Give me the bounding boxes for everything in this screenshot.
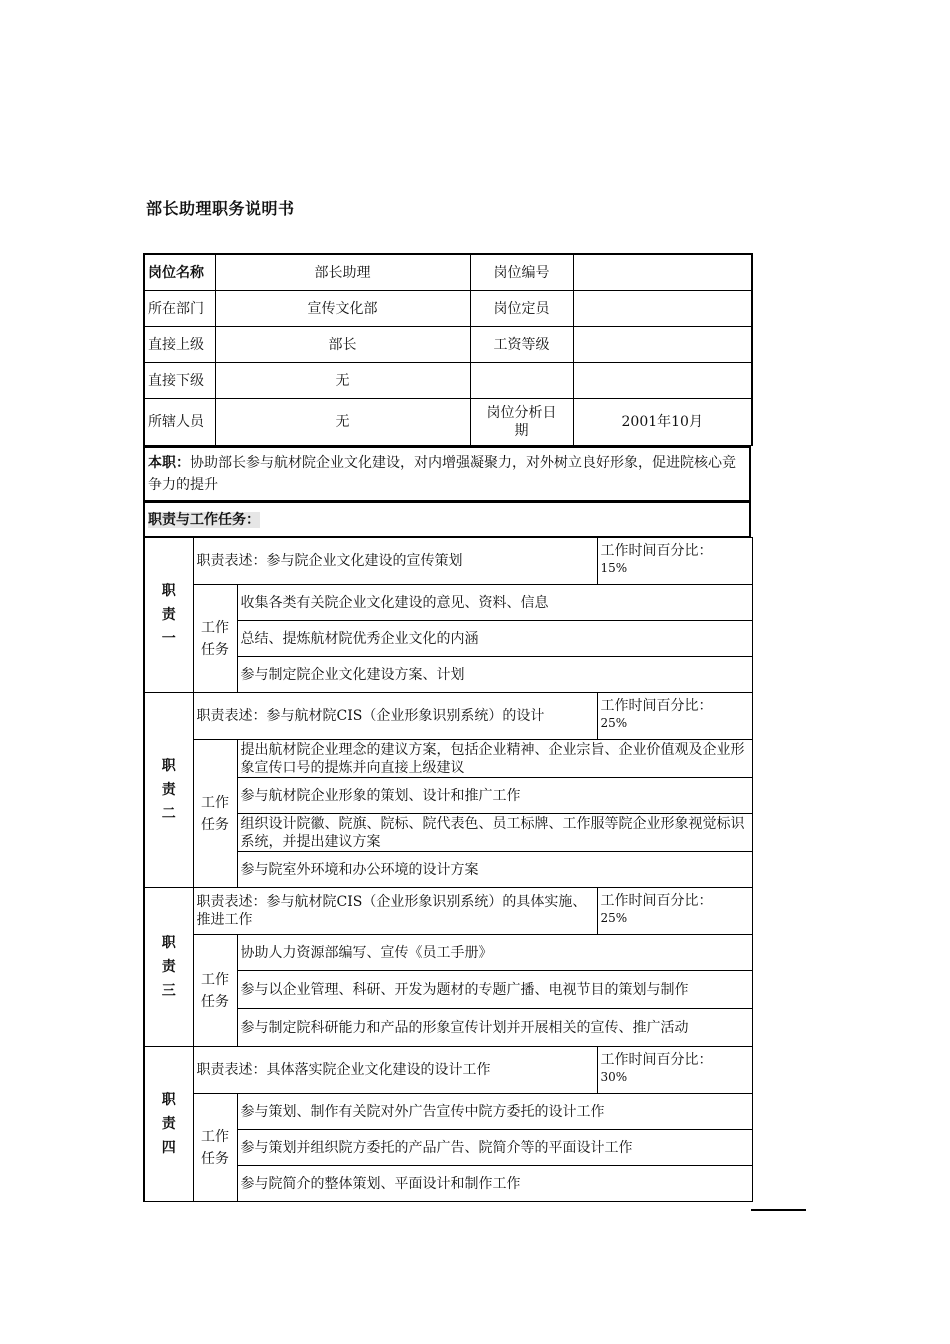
duty-label bbox=[144, 693, 193, 888]
subordinate-value: 无 bbox=[215, 363, 470, 399]
duty-description: 职责表述：参与航材院CIS（企业形象识别系统）的设计 bbox=[193, 693, 597, 740]
dept-label: 所在部门 bbox=[144, 291, 215, 327]
task-label-text: 工作任务 bbox=[200, 794, 229, 833]
time-percent-cell bbox=[597, 888, 752, 935]
empty-cell bbox=[573, 363, 752, 399]
time-percent-cell bbox=[597, 538, 752, 585]
quota-value bbox=[573, 291, 752, 327]
subordinate-label: 直接下级 bbox=[144, 363, 215, 399]
time-percent: 30% bbox=[600, 1070, 628, 1084]
post-name-value: 部长助理 bbox=[215, 254, 470, 291]
post-no-value bbox=[573, 254, 752, 291]
task-item: 组织设计院徽、院旗、院标、院代表色、员工标牌、工作服等院企业形象视觉标识系统，并提出建议方案 bbox=[237, 814, 752, 852]
staff-value: 无 bbox=[215, 399, 470, 446]
dept-value: 宣传文化部 bbox=[215, 291, 470, 327]
basic-info-table bbox=[143, 253, 753, 446]
duty-label-text: 职责四 bbox=[161, 1092, 176, 1156]
grade-value bbox=[573, 327, 752, 363]
task-item: 参与策划、制作有关院对外广告宣传中院方委托的设计工作 bbox=[237, 1094, 752, 1130]
post-no-label: 岗位编号 bbox=[470, 254, 573, 291]
task-item: 参与院室外环境和办公环境的设计方案 bbox=[237, 852, 752, 888]
duty-label bbox=[144, 888, 193, 1047]
task-label bbox=[193, 740, 237, 888]
staff-label: 所辖人员 bbox=[144, 399, 215, 446]
quota-label: 岗位定员 bbox=[470, 291, 573, 327]
grade-label: 工资等级 bbox=[470, 327, 573, 363]
task-item: 总结、提炼航材院优秀企业文化的内涵 bbox=[237, 621, 752, 657]
superior-label: 直接上级 bbox=[144, 327, 215, 363]
duties-header-cell bbox=[144, 503, 750, 537]
task-label-text: 工作任务 bbox=[200, 619, 229, 658]
time-label: 工作时间百分比： bbox=[600, 698, 713, 714]
duties-header: 职责与工作任务： bbox=[148, 511, 260, 528]
task-item: 协助人力资源部编写、宣传《员工手册》 bbox=[237, 935, 752, 971]
summary-lead: 本职： bbox=[148, 455, 190, 471]
summary-text: 协助部长参与航材院企业文化建设，对内增强凝聚力，对外树立良好形象，促进院核心竞争力的提升 bbox=[148, 455, 736, 493]
superior-value: 部长 bbox=[215, 327, 470, 363]
analysis-date-value: 2001年10月 bbox=[573, 399, 752, 446]
duty-label bbox=[144, 538, 193, 693]
document-title: 部长助理职务说明书 bbox=[146, 199, 295, 218]
time-percent: 15% bbox=[600, 561, 628, 575]
task-item: 参与制定院科研能力和产品的形象宣传计划并开展相关的宣传、推广活动 bbox=[237, 1009, 752, 1047]
post-name-label: 岗位名称 bbox=[144, 254, 215, 291]
task-item: 参与航材院企业形象的策划、设计和推广工作 bbox=[237, 778, 752, 814]
duty-label-text: 职责三 bbox=[161, 935, 176, 999]
task-item: 收集各类有关院企业文化建设的意见、资料、信息 bbox=[237, 585, 752, 621]
task-label-text: 工作任务 bbox=[200, 971, 229, 1010]
time-label: 工作时间百分比： bbox=[600, 893, 713, 909]
task-label bbox=[193, 585, 237, 693]
task-label bbox=[193, 1094, 237, 1202]
duty-description: 职责表述：参与院企业文化建设的宣传策划 bbox=[193, 538, 597, 585]
analysis-date-label: 岗位分析日期 bbox=[470, 399, 573, 446]
duty-label bbox=[144, 1047, 193, 1202]
task-item: 提出航材院企业理念的建议方案，包括企业精神、企业宗旨、企业价值观及企业形象宣传口号的提炼并向直接上级建议 bbox=[237, 740, 752, 778]
duty-description: 职责表述：具体落实院企业文化建设的设计工作 bbox=[193, 1047, 597, 1094]
time-percent: 25% bbox=[600, 911, 628, 925]
time-percent-cell bbox=[597, 693, 752, 740]
summary-table bbox=[143, 446, 751, 502]
task-item: 参与制定院企业文化建设方案、计划 bbox=[237, 657, 752, 693]
table-tail-line bbox=[751, 1209, 806, 1211]
duty-label-text: 职责一 bbox=[161, 583, 176, 647]
duty-description: 职责表述：参与航材院CIS（企业形象识别系统）的具体实施、推进工作 bbox=[193, 888, 597, 935]
duties-table bbox=[143, 537, 753, 1202]
time-percent: 25% bbox=[600, 716, 628, 730]
task-item: 参与策划并组织院方委托的产品广告、院简介等的平面设计工作 bbox=[237, 1130, 752, 1166]
duties-header-table bbox=[143, 502, 751, 537]
task-label-text: 工作任务 bbox=[200, 1128, 229, 1167]
task-item: 参与院简介的整体策划、平面设计和制作工作 bbox=[237, 1166, 752, 1202]
job-description-sheet bbox=[143, 253, 751, 1202]
summary-cell bbox=[144, 447, 750, 501]
empty-cell bbox=[470, 363, 573, 399]
duty-label-text: 职责二 bbox=[161, 758, 176, 822]
time-label: 工作时间百分比： bbox=[600, 1052, 713, 1068]
time-label: 工作时间百分比： bbox=[600, 543, 713, 559]
task-label bbox=[193, 935, 237, 1047]
time-percent-cell bbox=[597, 1047, 752, 1094]
task-item: 参与以企业管理、科研、开发为题材的专题广播、电视节目的策划与制作 bbox=[237, 971, 752, 1009]
